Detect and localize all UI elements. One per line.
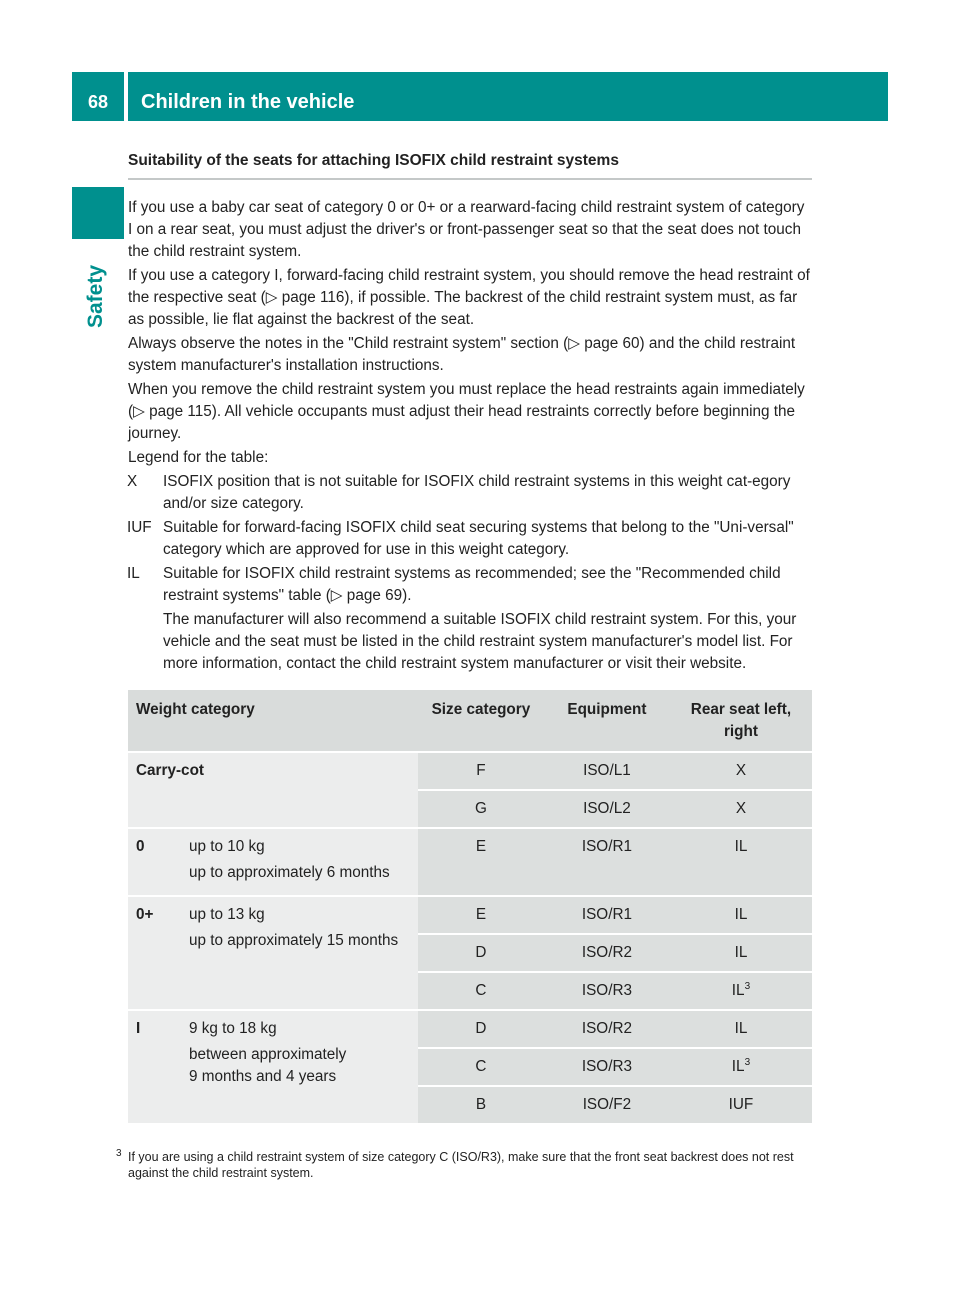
table-header-row: [128, 690, 812, 753]
rear-seat-cell: [670, 973, 812, 1011]
section-title: Suitability of the seats for attaching ISOFIX child restraint systems: [128, 150, 812, 180]
size-category-cell: F: [418, 753, 544, 791]
weight-detail: up to 10 kg: [189, 838, 265, 855]
main-content: [128, 150, 812, 1125]
rear-seat-cell: [670, 1087, 812, 1125]
paragraph: Always observe the notes in the "Child restraint system" section (▷ page 60) and the child restraint system manufacturer's installation instructions.: [128, 335, 796, 374]
rear-seat-value: IL: [731, 1058, 745, 1075]
equipment-cell: ISO/F2: [544, 1087, 670, 1125]
rear-seat-value: IL: [734, 944, 748, 961]
equipment-cell: ISO/R1: [544, 897, 670, 935]
rear-seat-cell: [670, 829, 812, 897]
equipment-cell: ISO/R3: [544, 973, 670, 1011]
size-category-cell: E: [418, 897, 544, 935]
paragraph: If you use a baby car seat of category 0 or 0+ or a rearward-facing child restraint system of category I on a rear seat, you must adjust the driver's or front-passenger seat so that the seat does not touch the child restraint system.: [128, 199, 805, 260]
rear-seat-cell: [670, 935, 812, 973]
weight-group-label: 0: [128, 829, 181, 897]
size-category-cell: C: [418, 973, 544, 1011]
legend-key: IUF: [127, 519, 152, 536]
size-category-cell: G: [418, 791, 544, 829]
legend-item: [128, 471, 812, 515]
paragraph: If you use a category I, forward-facing child restraint system, you should remove the head restraint of the respective seat (▷ page 116), if possible. The backrest of the child restraint system must, as far as possible, lie flat against the backrest of the seat.: [128, 267, 810, 328]
rear-seat-value: IL: [734, 906, 748, 923]
weight-detail: up to approximately 15 months: [189, 932, 399, 949]
header-size-category: Size category: [418, 690, 544, 753]
legend-key: IL: [127, 565, 140, 582]
header-weight-category: Weight category: [128, 690, 418, 753]
size-category-cell: B: [418, 1087, 544, 1125]
rear-seat-value: IUF: [728, 1096, 754, 1113]
legend-key: X: [127, 473, 138, 490]
table-row: [128, 753, 812, 791]
equipment-cell: ISO/R3: [544, 1049, 670, 1087]
equipment-cell: ISO/R2: [544, 1011, 670, 1049]
isofix-table: [128, 690, 812, 1125]
rear-seat-value: X: [735, 800, 747, 817]
legend-text: Suitable for forward-facing ISOFIX child seat securing systems that belong to the "Uni-versal" category which are approved for use in this weight category.: [163, 519, 794, 558]
paragraph: When you remove the child restraint system you must replace the head restraints again immediately (▷ page 115). All vehicle occupants must adjust their head restraints correctly before beginning the journey.: [128, 381, 805, 442]
weight-detail: 9 kg to 18 kg: [189, 1020, 277, 1037]
rear-seat-cell: [670, 753, 812, 791]
size-category-cell: C: [418, 1049, 544, 1087]
weight-group-label: Carry-cot: [128, 753, 418, 829]
rear-seat-cell: [670, 1011, 812, 1049]
side-tab-marker: [72, 187, 124, 239]
rear-seat-cell: [670, 791, 812, 829]
intro-text: [128, 197, 812, 469]
legend-text: ISOFIX position that is not suitable for ISOFIX child restraint systems in this weight cat-egory and/or size category.: [163, 473, 791, 512]
equipment-cell: ISO/R2: [544, 935, 670, 973]
table-row: [128, 829, 812, 897]
weight-detail: up to approximately 6 months: [189, 864, 390, 881]
weight-group-description: [181, 897, 418, 1011]
rear-seat-cell: [670, 897, 812, 935]
table-row: [128, 1011, 812, 1049]
rear-seat-value: IL: [734, 1020, 748, 1037]
rear-seat-cell: [670, 1049, 812, 1087]
header-equipment: Equipment: [544, 690, 670, 753]
size-category-cell: E: [418, 829, 544, 897]
size-category-cell: D: [418, 1011, 544, 1049]
size-category-cell: D: [418, 935, 544, 973]
weight-detail: between approximately 9 months and 4 years: [189, 1046, 347, 1085]
page-number: 68: [72, 72, 124, 121]
chapter-title: Children in the vehicle: [128, 72, 888, 121]
equipment-cell: ISO/R1: [544, 829, 670, 897]
rear-seat-value: IL: [731, 982, 745, 999]
footnote-text: If you are using a child restraint system of size category C (ISO/R3), make sure that the front seat backrest does not rest against the child restraint system.: [128, 1150, 794, 1180]
legend-text: The manufacturer will also recommend a suitable ISOFIX child restraint system. For this, your vehicle and the seat must be listed in the child restraint system manufacturer's model list. For more information, contact the child restraint system manufacturer or visit their website.: [163, 611, 797, 672]
weight-detail: up to 13 kg: [189, 906, 265, 923]
footnote: [116, 1148, 812, 1181]
table-row: [128, 897, 812, 935]
side-tab-label: Safety: [84, 264, 107, 328]
legend-item: [128, 563, 812, 675]
rear-seat-value: IL: [734, 838, 748, 855]
weight-group-label: 0+: [128, 897, 181, 1011]
footnote-reference: 3: [744, 1056, 751, 1068]
legend-list: [128, 471, 812, 675]
page-header: [72, 72, 888, 121]
legend-item: [128, 517, 812, 561]
rear-seat-value: X: [735, 762, 747, 779]
weight-group-label: I: [128, 1011, 181, 1125]
equipment-cell: ISO/L2: [544, 791, 670, 829]
weight-group-description: [181, 829, 418, 897]
weight-group-description: [181, 1011, 418, 1125]
footnote-reference: 3: [744, 980, 751, 992]
legend-text: Suitable for ISOFIX child restraint systems as recommended; see the "Recommended child restraint systems" table (▷ page 69).: [163, 565, 781, 604]
equipment-cell: ISO/L1: [544, 753, 670, 791]
paragraph: Legend for the table:: [128, 449, 269, 466]
header-rear-seat: Rear seat left, right: [670, 690, 812, 753]
footnote-mark: 3: [116, 1148, 122, 1159]
table-body: [128, 753, 812, 1125]
